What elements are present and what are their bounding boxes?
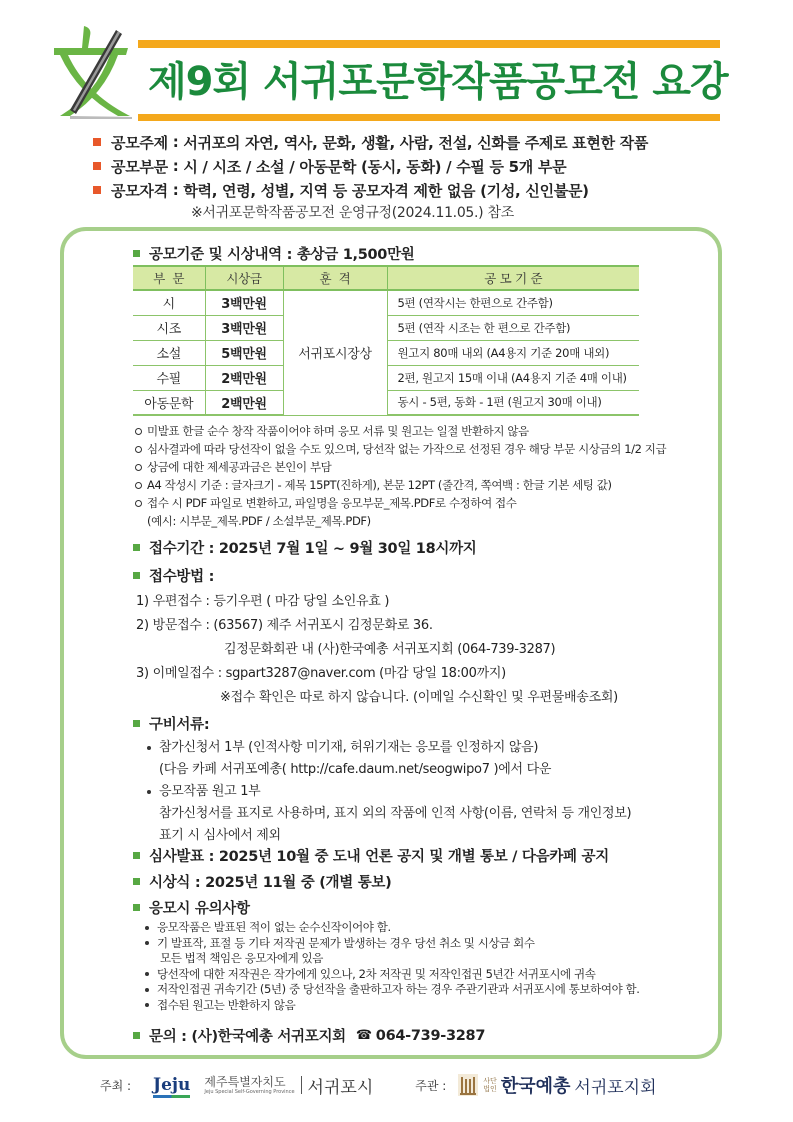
contact-phone: 064-739-3287 [375,1027,486,1044]
bullet-dot-icon [145,1003,149,1007]
seogwipo-city-logo: 서귀포시 [307,1077,374,1098]
square-bullet-icon [133,852,140,859]
intro-label: 공모주제 [111,133,168,152]
intro-text: 시 / 시조 / 소설 / 아동문학 (동시, 동화) / 수필 등 5개 부문 [183,157,567,176]
contact-label: 문의 : (사)한국예총 서귀포지회 [149,1029,346,1045]
note-item [135,422,666,440]
square-bullet-icon [133,250,140,257]
square-bullet-icon [133,544,140,551]
kaa-branch: 서귀포지회 [574,1077,657,1098]
intro-separator: : [167,133,184,151]
intro-text: 서귀포의 자연, 역사, 문화, 생활, 사람, 전설, 신화를 주제로 표현한 작품 [183,133,649,152]
square-bullet-icon [133,878,140,885]
cautions-heading [133,897,250,918]
circle-bullet-icon [135,428,142,435]
column-header-prize: 시상금 [205,266,283,290]
circle-bullet-icon [135,446,142,453]
kaa-name: 한국예총 [500,1076,571,1097]
intro-item-theme [93,130,753,154]
jeju-province-ko: 제주특별자치도 [204,1074,286,1089]
note-text: 심사결과에 따라 당선작이 없을 수도 있으며, 당선작 없는 가작으로 선정된 경우 해당 부문 시상금의 1/2 지급 [147,442,667,456]
host-label: 주최 : [100,1078,132,1093]
caution-item-cont: 모든 법적 책임은 응모자에게 있음 [160,951,323,965]
note-text: 상금에 대한 제세공과금은 본인이 부담 [147,460,332,474]
kaa-small-top: 사단 [483,1077,497,1085]
ceremony-title: 시상식 : 2025년 11월 중 (개별 통보) [149,875,392,891]
documents-item-1-cont: (다음 카페 서귀포예총( http://cafe.daum.net/seogwipo7 )에서 다운 [159,762,552,777]
column-header-category: 부 문 [133,266,205,290]
intro-item-eligibility [93,178,753,202]
table-row [133,290,639,315]
period-heading [133,537,477,558]
note-text: 미발표 한글 순수 창작 작품이어야 하며 응모 서류 및 원고는 일절 반환하지 않음 [147,424,529,438]
square-bullet-icon [133,904,140,911]
prize-section-heading [133,243,415,264]
footer [100,1068,700,1102]
cell-prize: 2백만원 [205,365,283,390]
bullet-dot-icon [145,972,149,976]
cell-prize: 5백만원 [205,340,283,365]
bullet-dot-icon [145,941,149,945]
caution-item [145,998,640,1014]
note-item [135,476,666,494]
organizer-label: 주관 : [415,1078,447,1093]
method-post: 1) 우편접수 : 등기우편 ( 마감 당일 소인유효 ) [136,594,390,609]
jeju-logo: Jeju [153,1075,191,1095]
method-visit-cont: 김정문화회관 내 (사)한국예총 서귀포지회 (064-739-3287) [224,642,556,657]
cell-prize: 2백만원 [205,390,283,415]
note-item [135,440,666,458]
documents-item-2-cont2: 표기 시 심사에서 제외 [159,828,281,843]
table-header-row [133,266,639,290]
bullet-dot-icon [147,790,151,794]
column-header-criteria: 공 모 기 준 [387,266,639,290]
intro-item-category [93,154,753,178]
prize-table [133,265,639,416]
prize-notes [135,422,666,530]
intro-label: 공모자격 [111,181,168,200]
documents-item-text: 응모작품 원고 1부 [159,784,261,799]
email-text: 3) 이메일접수 : sgpart3287@naver.com (마감 당일 18:00까지) [136,666,506,681]
cell-category: 시 [133,290,205,315]
method-email [136,662,506,681]
cautions-list [145,920,640,1013]
cell-prize: 3백만원 [205,290,283,315]
documents-item-2 [147,780,260,799]
ceremony-heading [133,871,391,892]
caution-item [145,967,640,983]
square-bullet-icon [93,186,101,194]
kaa-small-bottom: 법인 [483,1085,497,1093]
intro-text: 학력, 연령, 성별, 지역 등 공모자격 제한 없음 (기성, 신인불문) [183,181,589,200]
announcement-heading [133,845,609,866]
square-bullet-icon [93,162,101,170]
contact-heading [133,1025,485,1046]
bullet-dot-icon [145,988,149,992]
caution-text: 접수된 원고는 반환하지 않음 [157,997,296,1012]
documents-item-1 [147,736,538,755]
caution-text: 당선작에 대한 저작권은 작가에게 있으나, 2차 저작권 및 저작인접권 5년간 서귀포시에 귀속 [157,966,596,981]
note-text: A4 작성시 기준 : 글자크기 - 제목 15PT(진하게), 본문 12PT (줄간격, 쪽여백 : 한글 기본 세팅 값) [147,478,612,492]
cell-category: 소설 [133,340,205,365]
intro-separator: : [167,157,184,175]
kaa-corp-label [483,1077,497,1093]
announcement-title: 심사발표 : 2025년 10월 중 도내 언론 공지 및 개별 통보 / 다음카페 공지 [149,849,609,865]
square-bullet-icon [93,138,101,146]
caution-text: 저작인접권 귀속기간 (5년) 중 당선작을 출판하고자 하는 경우 주관기관과 서귀포시에 통보하여야 함. [157,982,640,996]
cell-criteria: 5편 (연작시는 한편으로 간주함) [387,290,639,315]
note-item [135,494,666,512]
method-email-note: ※접수 확인은 따로 하지 않습니다. (이메일 수신확인 및 우편물배송조회) [220,690,618,705]
method-visit: 2) 방문접수 : (63567) 제주 서귀포시 김정문화로 36. [136,618,433,633]
phone-icon: ☎ [355,1028,372,1043]
column-header-award: 훈 격 [283,266,387,290]
caution-item [145,936,640,952]
circle-bullet-icon [135,482,142,489]
caution-text: 응모작품은 발표된 적이 없는 순수신작이어야 함. [157,920,391,934]
cell-prize: 3백만원 [205,315,283,340]
cell-award-title: 서귀포시장상 [283,290,387,415]
intro-separator: : [167,181,184,199]
cautions-title: 응모시 유의사항 [149,901,250,917]
note-item [135,458,666,476]
prize-section-title: 공모기준 및 시상내역 : 총상금 1,500만원 [149,247,415,263]
munhak-logo-icon [46,24,136,120]
cell-category: 시조 [133,315,205,340]
documents-title: 구비서류: [149,717,210,733]
intro-section [93,130,753,224]
cell-criteria: 5편 (연작 시조는 한 편으로 간주함) [387,315,639,340]
caution-text: 기 발표작, 표절 등 기타 저작권 문제가 발생하는 경우 당선 취소 및 시상금 회수 [157,935,535,950]
cell-criteria: 동시 - 5편, 동화 - 1편 (원고지 30매 이내) [387,390,639,415]
documents-item-2-cont1: 참가신청서를 표지로 사용하며, 표지 외의 작품에 인적 사항(이름, 연락처 등 개인정보) [159,806,632,821]
note-text: 접수 시 PDF 파일로 변환하고, 파일명을 응모부문_제목.PDF로 수정하여 접수 [147,496,517,510]
intro-note: ※서귀포문학작품공모전 운영규정(2024.11.05.) 참조 [191,205,514,221]
cell-criteria: 원고지 80매 내외 (A4용지 기준 20매 내외) [387,340,639,365]
cell-category: 아동문학 [133,390,205,415]
intro-label: 공모부문 [111,157,168,176]
method-heading [133,565,214,586]
circle-bullet-icon [135,500,142,507]
title-bar-top [138,40,720,48]
caution-item [145,982,640,998]
page-title: 제9회 서귀포문학작품공모전 요강 [148,59,728,105]
cell-criteria: 2편, 원고지 15매 이내 (A4용지 기준 4매 이내) [387,365,639,390]
kaa-logo-icon [458,1074,478,1096]
documents-item-text: 참가신청서 1부 (인적사항 미기재, 허위기재는 응모를 인정하지 않음) [159,740,539,755]
note-example: (예시: 시부문_제목.PDF / 소설부문_제목.PDF) [147,514,371,528]
square-bullet-icon [133,1032,140,1039]
documents-heading [133,713,209,734]
title-bar-bottom [138,114,720,121]
jeju-province-en: Jeju Special Self-Governing Province [204,1088,295,1095]
square-bullet-icon [133,572,140,579]
cell-category: 수필 [133,365,205,390]
method-title: 접수방법 : [149,569,215,585]
caution-item [145,920,640,936]
jeju-province-name [204,1076,294,1095]
logo-divider [301,1076,302,1094]
period-title: 접수기간 : 2025년 7월 1일 ~ 9월 30일 18시까지 [149,541,477,557]
circle-bullet-icon [135,464,142,471]
bullet-dot-icon [147,746,151,750]
square-bullet-icon [133,720,140,727]
bullet-dot-icon [145,926,149,930]
